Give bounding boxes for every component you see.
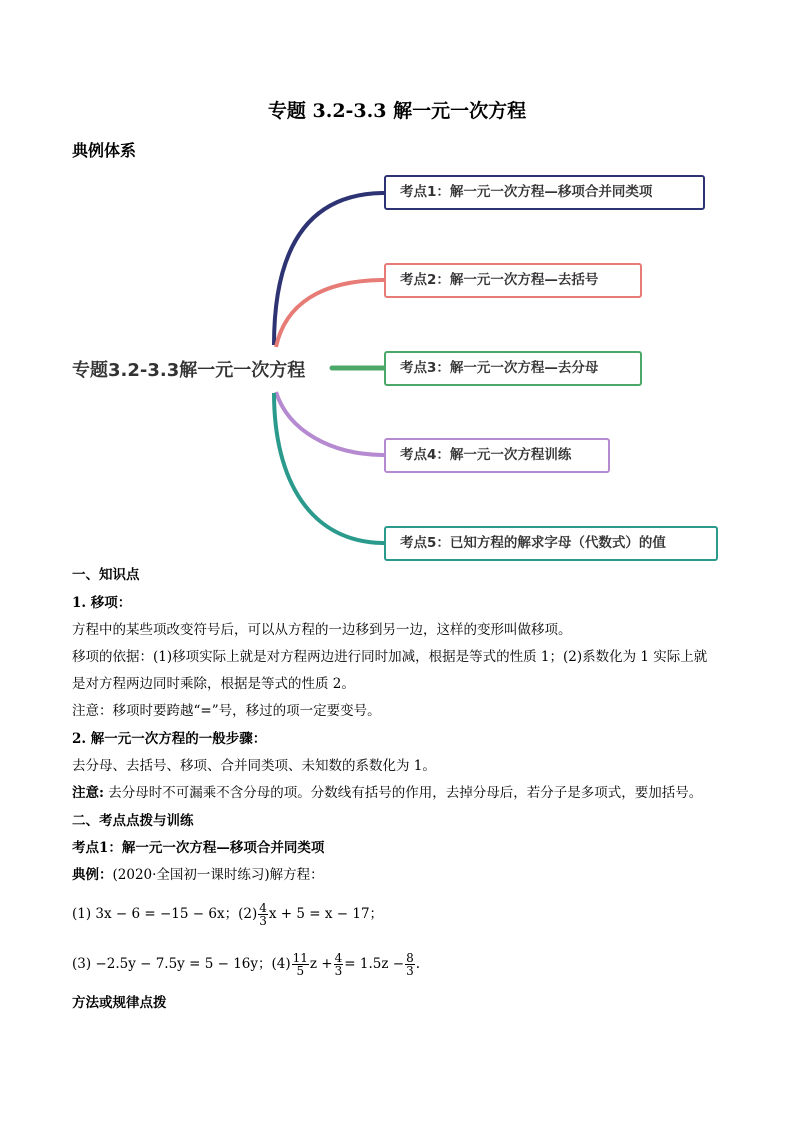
mindmap-node-5: 考点5：已知方程的解求字母（代数式）的值	[384, 526, 718, 561]
equation-1: (1) 3x − 6 = −15 − 6x	[72, 906, 225, 922]
equation-row-1	[72, 896, 383, 932]
equation-4-prefix: ；(4)	[258, 956, 291, 972]
point-2-line-1: 去分母、去括号、移项、合并同类项、未知数的系数化为 1。	[72, 758, 436, 774]
point-1-line-3: 是对方程两边同时乘除，根据是等式的性质 2。	[72, 676, 355, 692]
point-2-title: 2. 解一元一次方程的一般步骤：	[72, 731, 267, 747]
equation-2: x + 5 = x − 17；	[268, 906, 384, 922]
mindmap-root: 专题3.2-3.3解一元一次方程	[72, 360, 306, 381]
section-heading-system: 典例体系	[72, 141, 137, 160]
mindmap-node-1: 考点1：解一元一次方程—移项合并同类项	[384, 175, 705, 210]
connector-2	[276, 280, 385, 347]
point-1-title: 1. 移项：	[72, 595, 132, 611]
fraction-4-3b: $\frac{4}{3}$	[334, 951, 343, 978]
note-text: 去分母时不可漏乘不含分母的项。分数线有括号的作用，去掉分母后，若分子是多项式，要加括号。	[108, 785, 703, 801]
equation-4-part-1: z +	[309, 956, 333, 972]
note-label: 注意:	[72, 785, 104, 801]
example-label: 典例：	[72, 867, 113, 883]
fraction-8-3: $\frac{8}{3}$	[406, 951, 414, 978]
knowledge-heading: 一、知识点	[72, 567, 140, 583]
page-title: 专题 3.2-3.3 解一元一次方程	[267, 100, 527, 122]
fraction-11-5: $\frac{11}{5}$	[292, 951, 308, 978]
example-line	[72, 865, 324, 885]
point-2-note	[72, 783, 702, 803]
mindmap-node-4: 考点4：解一元一次方程训练	[384, 438, 610, 473]
training-heading: 二、考点点拨与训练	[72, 813, 194, 829]
equation-4-part-2: = 1.5z −	[344, 956, 405, 972]
kp1-title: 考点1：解一元一次方程—移项合并同类项	[72, 840, 325, 856]
mindmap-node-3: 考点3：解一元一次方程—去分母	[384, 351, 642, 386]
point-1-line-2: 移项的依据：(1)移项实际上就是对方程两边进行同时加减，根据是等式的性质 1；(2)系数化为 1 实际上就	[72, 649, 708, 665]
equation-row-2	[72, 946, 420, 982]
example-text: (2020·全国初一课时练习)解方程：	[112, 867, 324, 883]
connector-1	[274, 193, 385, 345]
equation-4-end: .	[415, 956, 420, 972]
equation-3: (3) −2.5y − 7.5y = 5 − 16y	[72, 956, 258, 972]
equation-2-prefix: ；(2)	[224, 906, 258, 922]
mindmap-node-2: 考点2：解一元一次方程—去括号	[384, 263, 642, 298]
point-1-note: 注意：移项时要跨越“=”号，移过的项一定要变号。	[72, 703, 381, 719]
point-1-line-1: 方程中的某些项改变符号后，可以从方程的一边移到另一边，这样的变形叫做移项。	[72, 622, 572, 638]
connector-4	[276, 392, 385, 455]
fraction-4-3: $\frac{4}{3}$	[259, 901, 267, 928]
method-heading: 方法或规律点拨	[72, 995, 167, 1011]
